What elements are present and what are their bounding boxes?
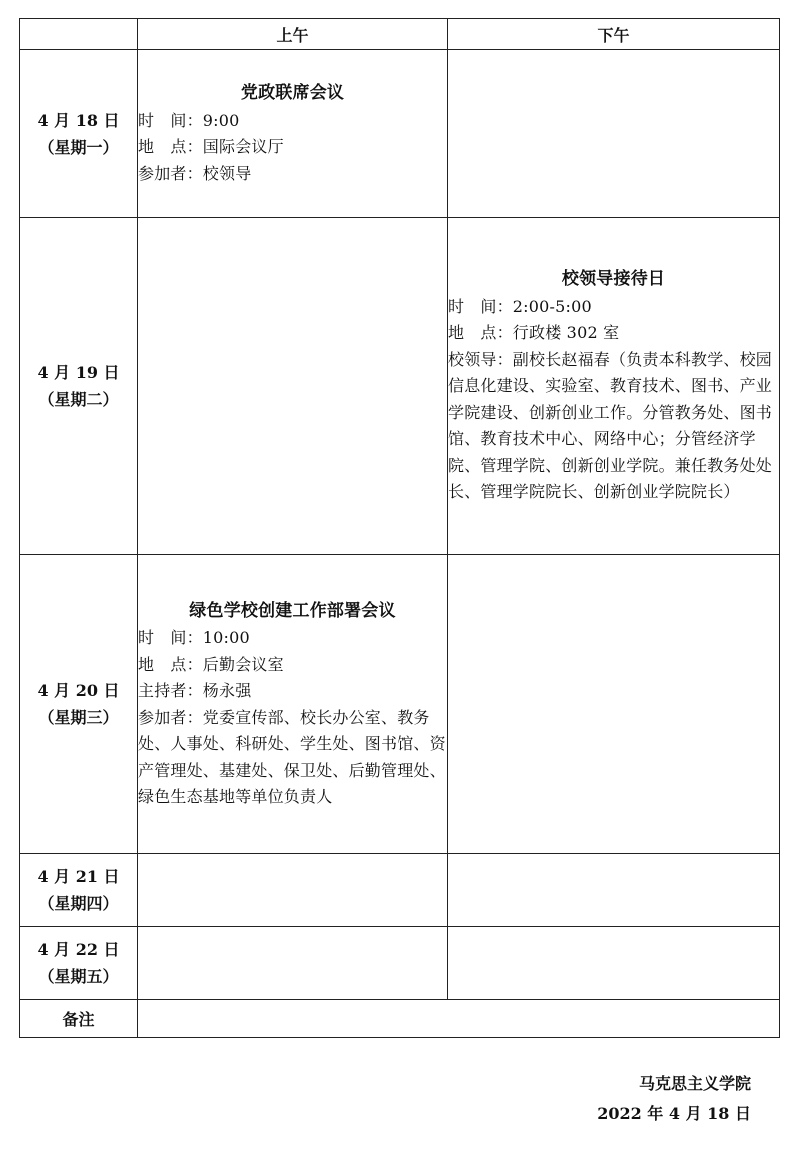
date-label: 4 月 18 日 (37, 110, 120, 130)
date-cell (20, 854, 138, 927)
afternoon-event-cell (448, 218, 780, 555)
afternoon-event-cell (448, 50, 780, 218)
event-host: 主持者：杨永强 (138, 681, 252, 700)
weekday-label: （星期二） (38, 390, 119, 409)
event-participants: 参加者：党委宣传部、校长办公室、教务处、人事处、科研处、学生处、图书馆、资产管理处、基建处、保卫处、后勤管理处、绿色生态基地等单位负责人 (138, 707, 446, 806)
day-row-monday (20, 50, 780, 218)
event-title: 绿色学校创建工作部署会议 (189, 600, 396, 621)
event-time: 时 间：9:00 (138, 110, 240, 130)
remarks-row (20, 1000, 780, 1038)
morning-event-cell (138, 50, 448, 218)
event-leader: 校领导：副校长赵福春（负责本科教学、校园信息化建设、实验室、教育技术、图书、产业学院建设、创新创业工作。分管教务处、图书馆、教育技术中心、网络中心；分管经济学院、管理学院、创新创业学院。兼任教务处处长、管理学院院长、创新创业学院院长） (448, 349, 773, 502)
date-cell (20, 927, 138, 1000)
weekday-label: （星期五） (38, 967, 119, 986)
date-cell (20, 555, 138, 854)
weekly-schedule-table (19, 18, 780, 1038)
event-participants: 参加者：校领导 (138, 163, 252, 183)
header-morning: 上午 (138, 19, 448, 50)
header-corner-cell (20, 19, 138, 50)
date-cell (20, 218, 138, 555)
morning-event-cell (138, 218, 448, 555)
event-time: 时 间：2:00-5:00 (448, 296, 592, 316)
event-location: 地 点：行政楼 302 室 (448, 323, 620, 343)
issuing-organization: 马克思主义学院 (638, 1074, 751, 1093)
event-time: 时 间：10:00 (138, 628, 250, 647)
date-cell (20, 50, 138, 218)
weekday-label: （星期一） (38, 137, 119, 157)
event-location: 地 点：国际会议厅 (138, 137, 284, 156)
date-label: 4 月 21 日 (37, 867, 120, 886)
morning-event-cell (138, 927, 448, 1000)
date-label: 4 月 19 日 (37, 363, 120, 382)
event-title: 党政联席会议 (240, 83, 345, 103)
day-row-thursday (20, 854, 780, 927)
remarks-label: 备注 (20, 1000, 138, 1038)
header-row (20, 19, 780, 50)
afternoon-event-cell (448, 854, 780, 927)
morning-event-cell (138, 854, 448, 927)
afternoon-event-cell (448, 927, 780, 1000)
day-row-tuesday (20, 218, 780, 555)
issue-date: 2022 年 4 月 18 日 (597, 1104, 751, 1123)
date-label: 4 月 22 日 (37, 940, 120, 959)
header-afternoon: 下午 (448, 19, 780, 50)
weekday-label: （星期三） (38, 708, 119, 727)
event-title: 校领导接待日 (561, 269, 666, 290)
afternoon-event-cell (448, 555, 780, 854)
morning-event-cell (138, 555, 448, 854)
weekday-label: （星期四） (38, 894, 119, 913)
event-location: 地 点：后勤会议室 (138, 654, 284, 674)
remarks-value (138, 1000, 780, 1038)
date-label: 4 月 20 日 (37, 681, 120, 700)
day-row-wednesday (20, 555, 780, 854)
day-row-friday (20, 927, 780, 1000)
